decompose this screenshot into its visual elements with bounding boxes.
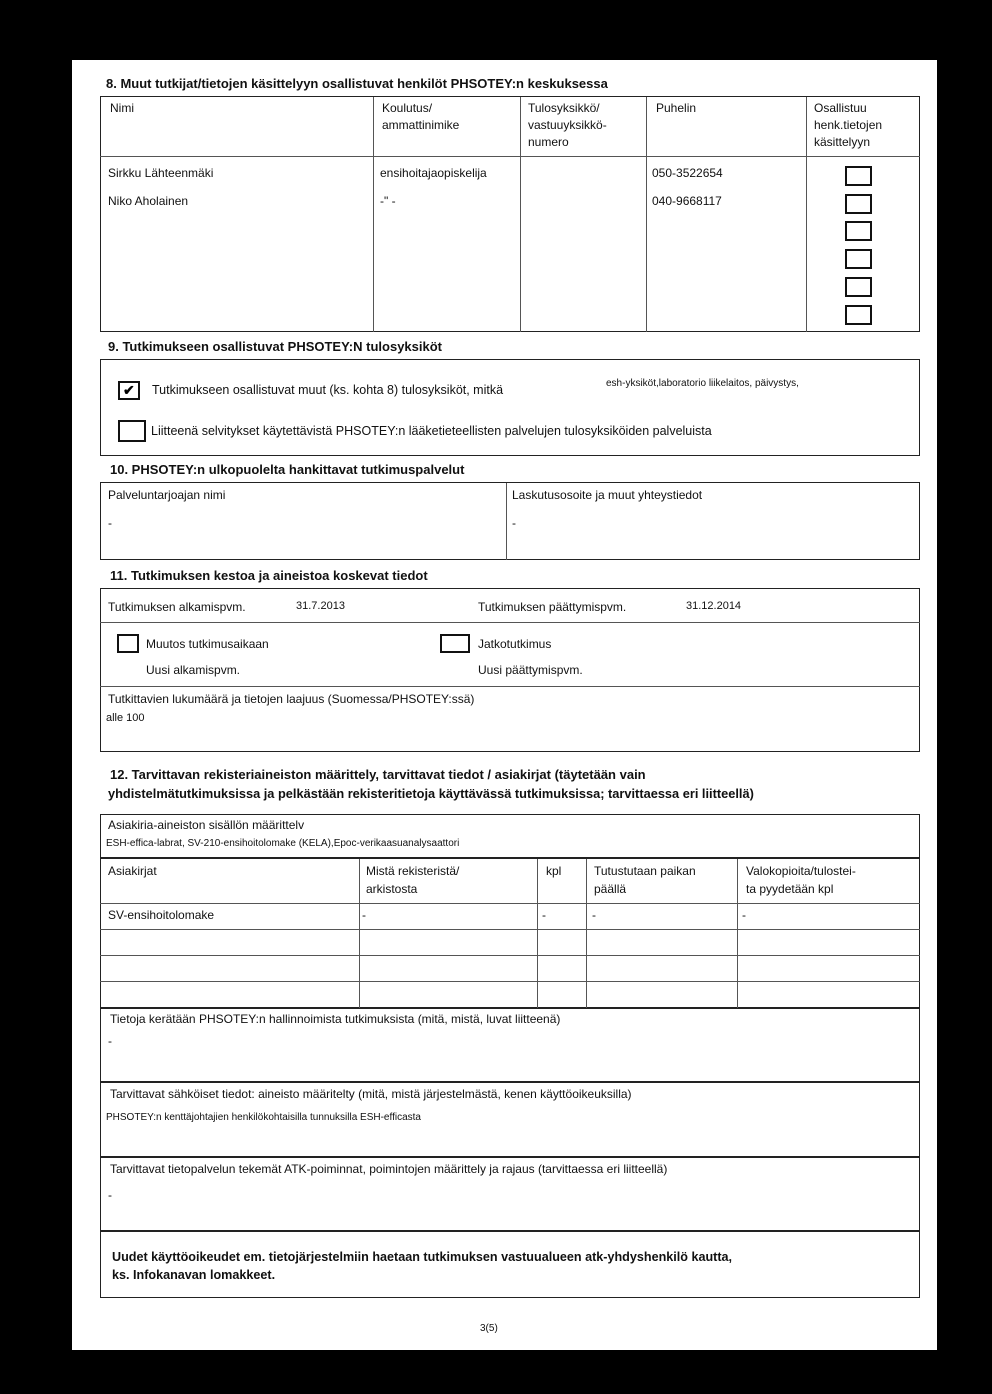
divider: [586, 859, 587, 1008]
doc-row-mista: -: [362, 908, 366, 922]
new-start-label: Uusi alkamispvm.: [146, 663, 241, 677]
divider: [537, 859, 538, 1008]
other-units-label: Tutkimukseen osallistuvat muut (ks. kohta 8) tulosyksiköt, mitkä: [152, 383, 504, 397]
row1-koulutus: ensihoitajaopiskelija: [380, 166, 487, 180]
header-tulosyksikko: Tulosyksikkö/: [528, 101, 600, 115]
header-koulutus: ammattinimike: [382, 118, 460, 132]
divider: [373, 97, 374, 332]
participation-checkbox[interactable]: [845, 166, 872, 186]
collected-value: -: [108, 1034, 112, 1048]
header-mista: Mistä rekisteristä/: [366, 864, 460, 878]
participation-checkbox[interactable]: [845, 221, 872, 241]
electronic-label: Tarvittavat sähköiset tiedot: aineisto määritelty (mitä, mistä järjestelmästä, kenen käyttöoikeuksilla): [110, 1087, 632, 1101]
other-units-value: esh-yksiköt,laboratorio liikelaitos, päivystys,: [606, 378, 799, 389]
header-tulosyksikko: numero: [528, 135, 569, 149]
electronic-value: PHSOTEY:n kenttäjohtajien henkilökohtaisilla tunnuksilla ESH-efficasta: [106, 1112, 421, 1123]
header-valokopioita: Valokopioita/tulostei-: [746, 864, 856, 878]
start-date-label: Tutkimuksen alkamispvm.: [108, 600, 246, 614]
provider-value: -: [108, 516, 112, 530]
checkmark-icon: ✔: [123, 382, 135, 398]
divider: [100, 686, 920, 687]
section12-title: yhdistelmätutkimuksissa ja pelkästään rekisteritietoja käyttävässä tutkimuksissa; tarvittaessa eri liitteellä): [108, 786, 754, 801]
divider: [100, 955, 920, 956]
divider: [100, 622, 920, 623]
collected-label: Tietoja kerätään PHSOTEY:n hallinnoimista tutkimuksista (mitä, mistä, luvat liitteenä): [110, 1012, 561, 1026]
divider: [737, 859, 738, 1008]
divider: [100, 903, 920, 904]
row2-puhelin: 040-9668117: [652, 194, 722, 208]
notice-box: [100, 1231, 920, 1298]
documents-table: [100, 858, 920, 1008]
section9-box: [100, 359, 920, 456]
doc-row-asiakirjat: SV-ensihoitolomake: [108, 908, 215, 922]
attachments-checkbox[interactable]: [118, 420, 146, 442]
divider: [100, 981, 920, 982]
duration-change-label: Muutos tutkimusaikaan: [146, 637, 269, 651]
participation-checkbox[interactable]: [845, 305, 872, 325]
section12-title: 12. Tarvittavan rekisteriaineiston määrittely, tarvittavat tiedot / asiakirjat (täytetään vain: [110, 767, 646, 782]
duration-change-checkbox[interactable]: [117, 634, 139, 653]
divider: [806, 97, 807, 332]
end-date-label: Tutkimuksen päättymispvm.: [478, 600, 627, 614]
section8-table: [100, 96, 920, 332]
divider: [506, 483, 507, 560]
section10-title: 10. PHSOTEY:n ulkopuolelta hankittavat tutkimuspalvelut: [110, 462, 465, 477]
section8-title: 8. Muut tutkijat/tietojen käsittelyyn osallistuvat henkilöt PHSOTEY:n keskuksessa: [106, 76, 608, 91]
content-value: ESH-effica-labrat, SV-210-ensihoitolomake (KELA),Epoc-verikaasuanalysaattori: [106, 838, 460, 849]
doc-row-tutustutaan: -: [592, 908, 596, 922]
atk-value: -: [108, 1188, 112, 1202]
continuation-checkbox[interactable]: [440, 634, 470, 653]
row2-koulutus: -" -: [380, 194, 396, 208]
divider: [359, 859, 360, 1008]
header-osallistuu: Osallistuu: [814, 101, 867, 115]
billing-label: Laskutusosoite ja muut yhteystiedot: [512, 488, 703, 502]
provider-label: Palveluntarjoajan nimi: [108, 488, 226, 502]
section9-title: 9. Tutkimukseen osallistuvat PHSOTEY:N tulosyksiköt: [108, 339, 442, 354]
page-number: 3(5): [480, 1323, 498, 1334]
participation-checkbox[interactable]: [845, 277, 872, 297]
divider: [100, 156, 920, 157]
end-date-value: 31.12.2014: [686, 600, 742, 612]
doc-row-kpl: -: [542, 908, 546, 922]
header-valokopioita: ta pyydetään kpl: [746, 882, 834, 896]
count-label: Tutkittavien lukumäärä ja tietojen laajuus (Suomessa/PHSOTEY:ssä): [108, 692, 475, 706]
attachments-label: Liitteenä selvitykset käytettävistä PHSOTEY:n lääketieteellisten palvelujen tulosyksiköiden palveluista: [151, 424, 712, 438]
header-mista: arkistosta: [366, 882, 418, 896]
header-kpl: kpl: [546, 864, 562, 878]
header-tulosyksikko: vastuuyksikkö-: [528, 118, 607, 132]
divider: [520, 97, 521, 332]
content-label: Asiakiria-aineiston sisällön määrittelv: [108, 818, 305, 832]
atk-label: Tarvittavat tietopalvelun tekemät ATK-poiminnat, poimintojen määrittely ja rajaus (tarvittaessa eri liitteellä): [110, 1162, 668, 1176]
new-end-label: Uusi päättymispvm.: [478, 663, 583, 677]
other-units-checkbox[interactable]: [118, 381, 140, 400]
row2-nimi: Niko Aholainen: [108, 194, 189, 208]
divider: [100, 929, 920, 930]
notice-text: Uudet käyttöoikeudet em. tietojärjestelmiin haetaan tutkimuksen vastuualueen atk-yhdyshenkilö kautta,: [112, 1250, 733, 1264]
billing-value: -: [512, 516, 516, 530]
count-value: alle 100: [106, 712, 145, 724]
section11-title: 11. Tutkimuksen kestoa ja aineistoa koskevat tiedot: [110, 568, 428, 583]
header-tutustutaan: Tutustutaan paikan: [594, 864, 696, 878]
header-puhelin: Puhelin: [656, 101, 697, 115]
notice-text: ks. Infokanavan lomakkeet.: [112, 1268, 276, 1282]
header-tutustutaan: päällä: [594, 882, 627, 896]
continuation-label: Jatkotutkimus: [478, 637, 552, 651]
participation-checkbox[interactable]: [845, 249, 872, 269]
header-asiakirjat: Asiakirjat: [108, 864, 157, 878]
header-osallistuu: henk.tietojen: [814, 118, 883, 132]
participation-checkbox[interactable]: [845, 194, 872, 214]
start-date-value: 31.7.2013: [296, 600, 345, 612]
row1-nimi: Sirkku Lähteenmäki: [108, 166, 214, 180]
header-nimi: Nimi: [110, 101, 134, 115]
doc-row-valokopioita: -: [742, 908, 746, 922]
header-koulutus: Koulutus/: [382, 101, 433, 115]
header-osallistuu: käsittelyyn: [814, 135, 871, 149]
row1-puhelin: 050-3522654: [652, 166, 723, 180]
divider: [646, 97, 647, 332]
